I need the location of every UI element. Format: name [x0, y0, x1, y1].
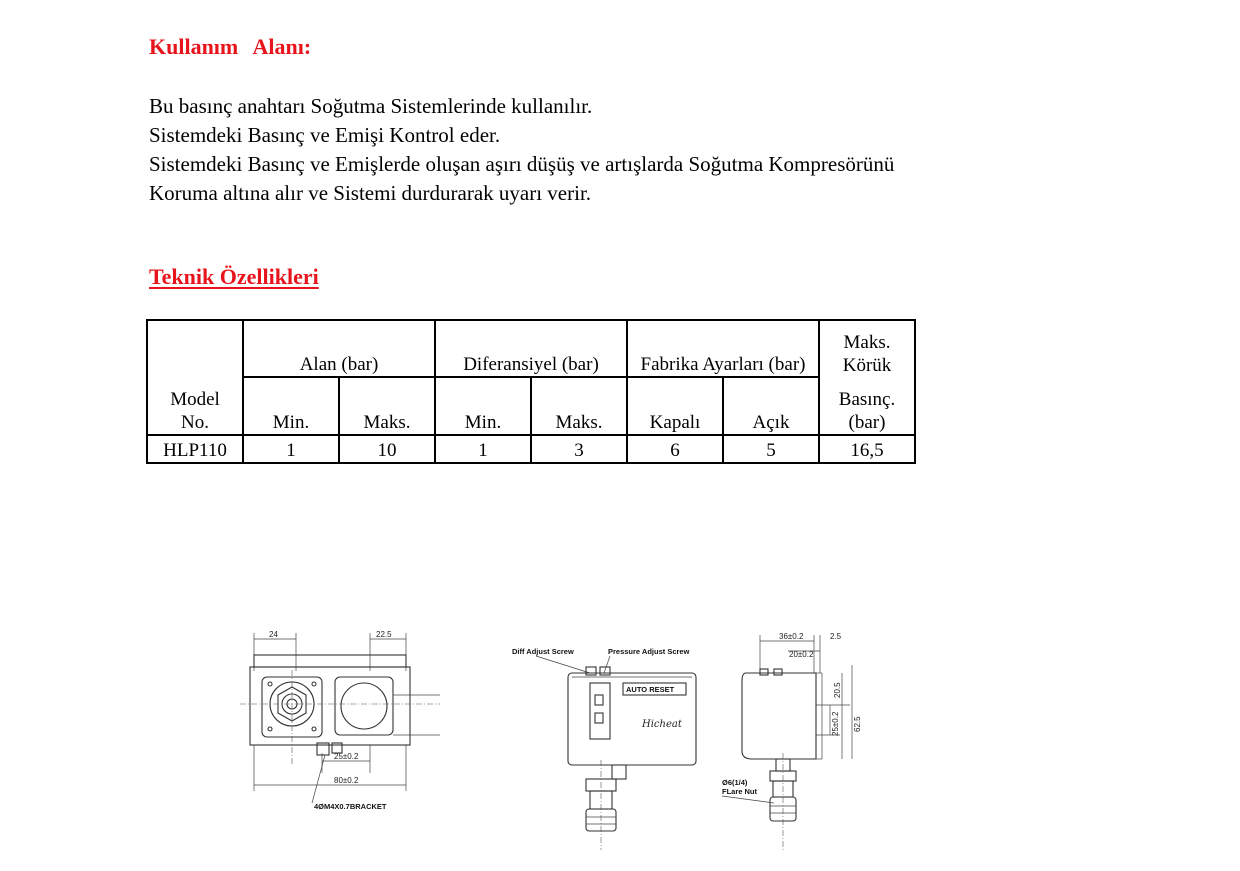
usage-line: Sistemdeki Basınç ve Emişi Kontrol eder.	[149, 123, 501, 147]
header-model-no-label: No.	[181, 412, 209, 433]
dim-2-5: 2.5	[830, 632, 842, 641]
subheader-range-max: Maks.	[339, 377, 435, 435]
header-range: Alan (bar)	[243, 320, 435, 377]
subheader-range-min: Min.	[243, 377, 339, 435]
dim-36: 36±0.2	[779, 632, 804, 641]
cell-diff-max: 3	[531, 435, 627, 463]
header-factory-settings: Fabrika Ayarları (bar)	[627, 320, 819, 377]
side-view-drawing	[722, 632, 862, 850]
usage-description	[149, 92, 894, 208]
specs-heading: Teknik Özellikleri	[149, 264, 319, 289]
header-max-bellows-bottom	[819, 377, 915, 435]
header-max-bellows-line: (bar)	[848, 412, 886, 433]
cell-closed: 6	[627, 435, 723, 463]
cell-open: 5	[723, 435, 819, 463]
dim-20: 20±0.2	[789, 650, 814, 659]
header-max-bellows-line: Körük	[842, 355, 892, 376]
cell-range-max: 10	[339, 435, 435, 463]
dim-80: 80±0.2	[334, 776, 359, 785]
flare-nut-label: FLare Nut	[722, 787, 758, 796]
cell-max-pressure: 16,5	[819, 435, 915, 463]
dim-25v: 25±0.2	[831, 711, 840, 736]
cell-model: HLP110	[147, 435, 243, 463]
dim-24: 24	[269, 630, 278, 639]
diff-adjust-screw-label: Diff Adjust Screw	[512, 647, 574, 656]
usage-heading: Kullanım Alanı:	[149, 34, 312, 59]
auto-reset-label: AUTO RESET	[626, 685, 675, 694]
dim-20-5: 20.5	[833, 682, 842, 698]
usage-line: Sistemdeki Basınç ve Emişlerde oluşan aşırı düşüş ve artışlarda Soğutma Kompresörünü	[149, 152, 895, 176]
table-row	[147, 435, 915, 463]
table-subheader-row	[147, 377, 915, 435]
subheader-open: Açık	[723, 377, 819, 435]
subheader-closed: Kapalı	[627, 377, 723, 435]
dim-22-5: 22.5	[376, 630, 392, 639]
front-view-drawing	[240, 630, 440, 811]
header-max-bellows-line: Maks.	[843, 332, 891, 353]
header-max-bellows-top	[819, 320, 915, 377]
table-header-row	[147, 320, 915, 377]
specs-table	[146, 319, 916, 464]
pressure-adjust-screw-label: Pressure Adjust Screw	[608, 647, 690, 656]
dim-25: 25±0.2	[334, 752, 359, 761]
subheader-diff-max: Maks.	[531, 377, 627, 435]
bracket-label: 4ØM4X0.7BRACKET	[314, 802, 387, 811]
dim-62-5: 62.5	[853, 716, 862, 732]
header-differential: Diferansiyel (bar)	[435, 320, 627, 377]
cell-diff-min: 1	[435, 435, 531, 463]
header-model-label: Model	[170, 389, 220, 410]
usage-line: Koruma altına alır ve Sistemi durdurarak uyarı verir.	[149, 181, 592, 205]
cell-range-min: 1	[243, 435, 339, 463]
middle-view-drawing	[512, 647, 696, 850]
usage-line: Bu basınç anahtarı Soğutma Sistemlerinde kullanılır.	[149, 94, 593, 118]
subheader-diff-min: Min.	[435, 377, 531, 435]
brand-logo: Hicheat	[642, 719, 682, 730]
header-max-bellows-line: Basınç.	[838, 389, 896, 410]
header-model	[147, 320, 243, 435]
flare-nut-size-label: Ø6(1/4)	[722, 778, 748, 787]
technical-drawings	[240, 625, 880, 855]
